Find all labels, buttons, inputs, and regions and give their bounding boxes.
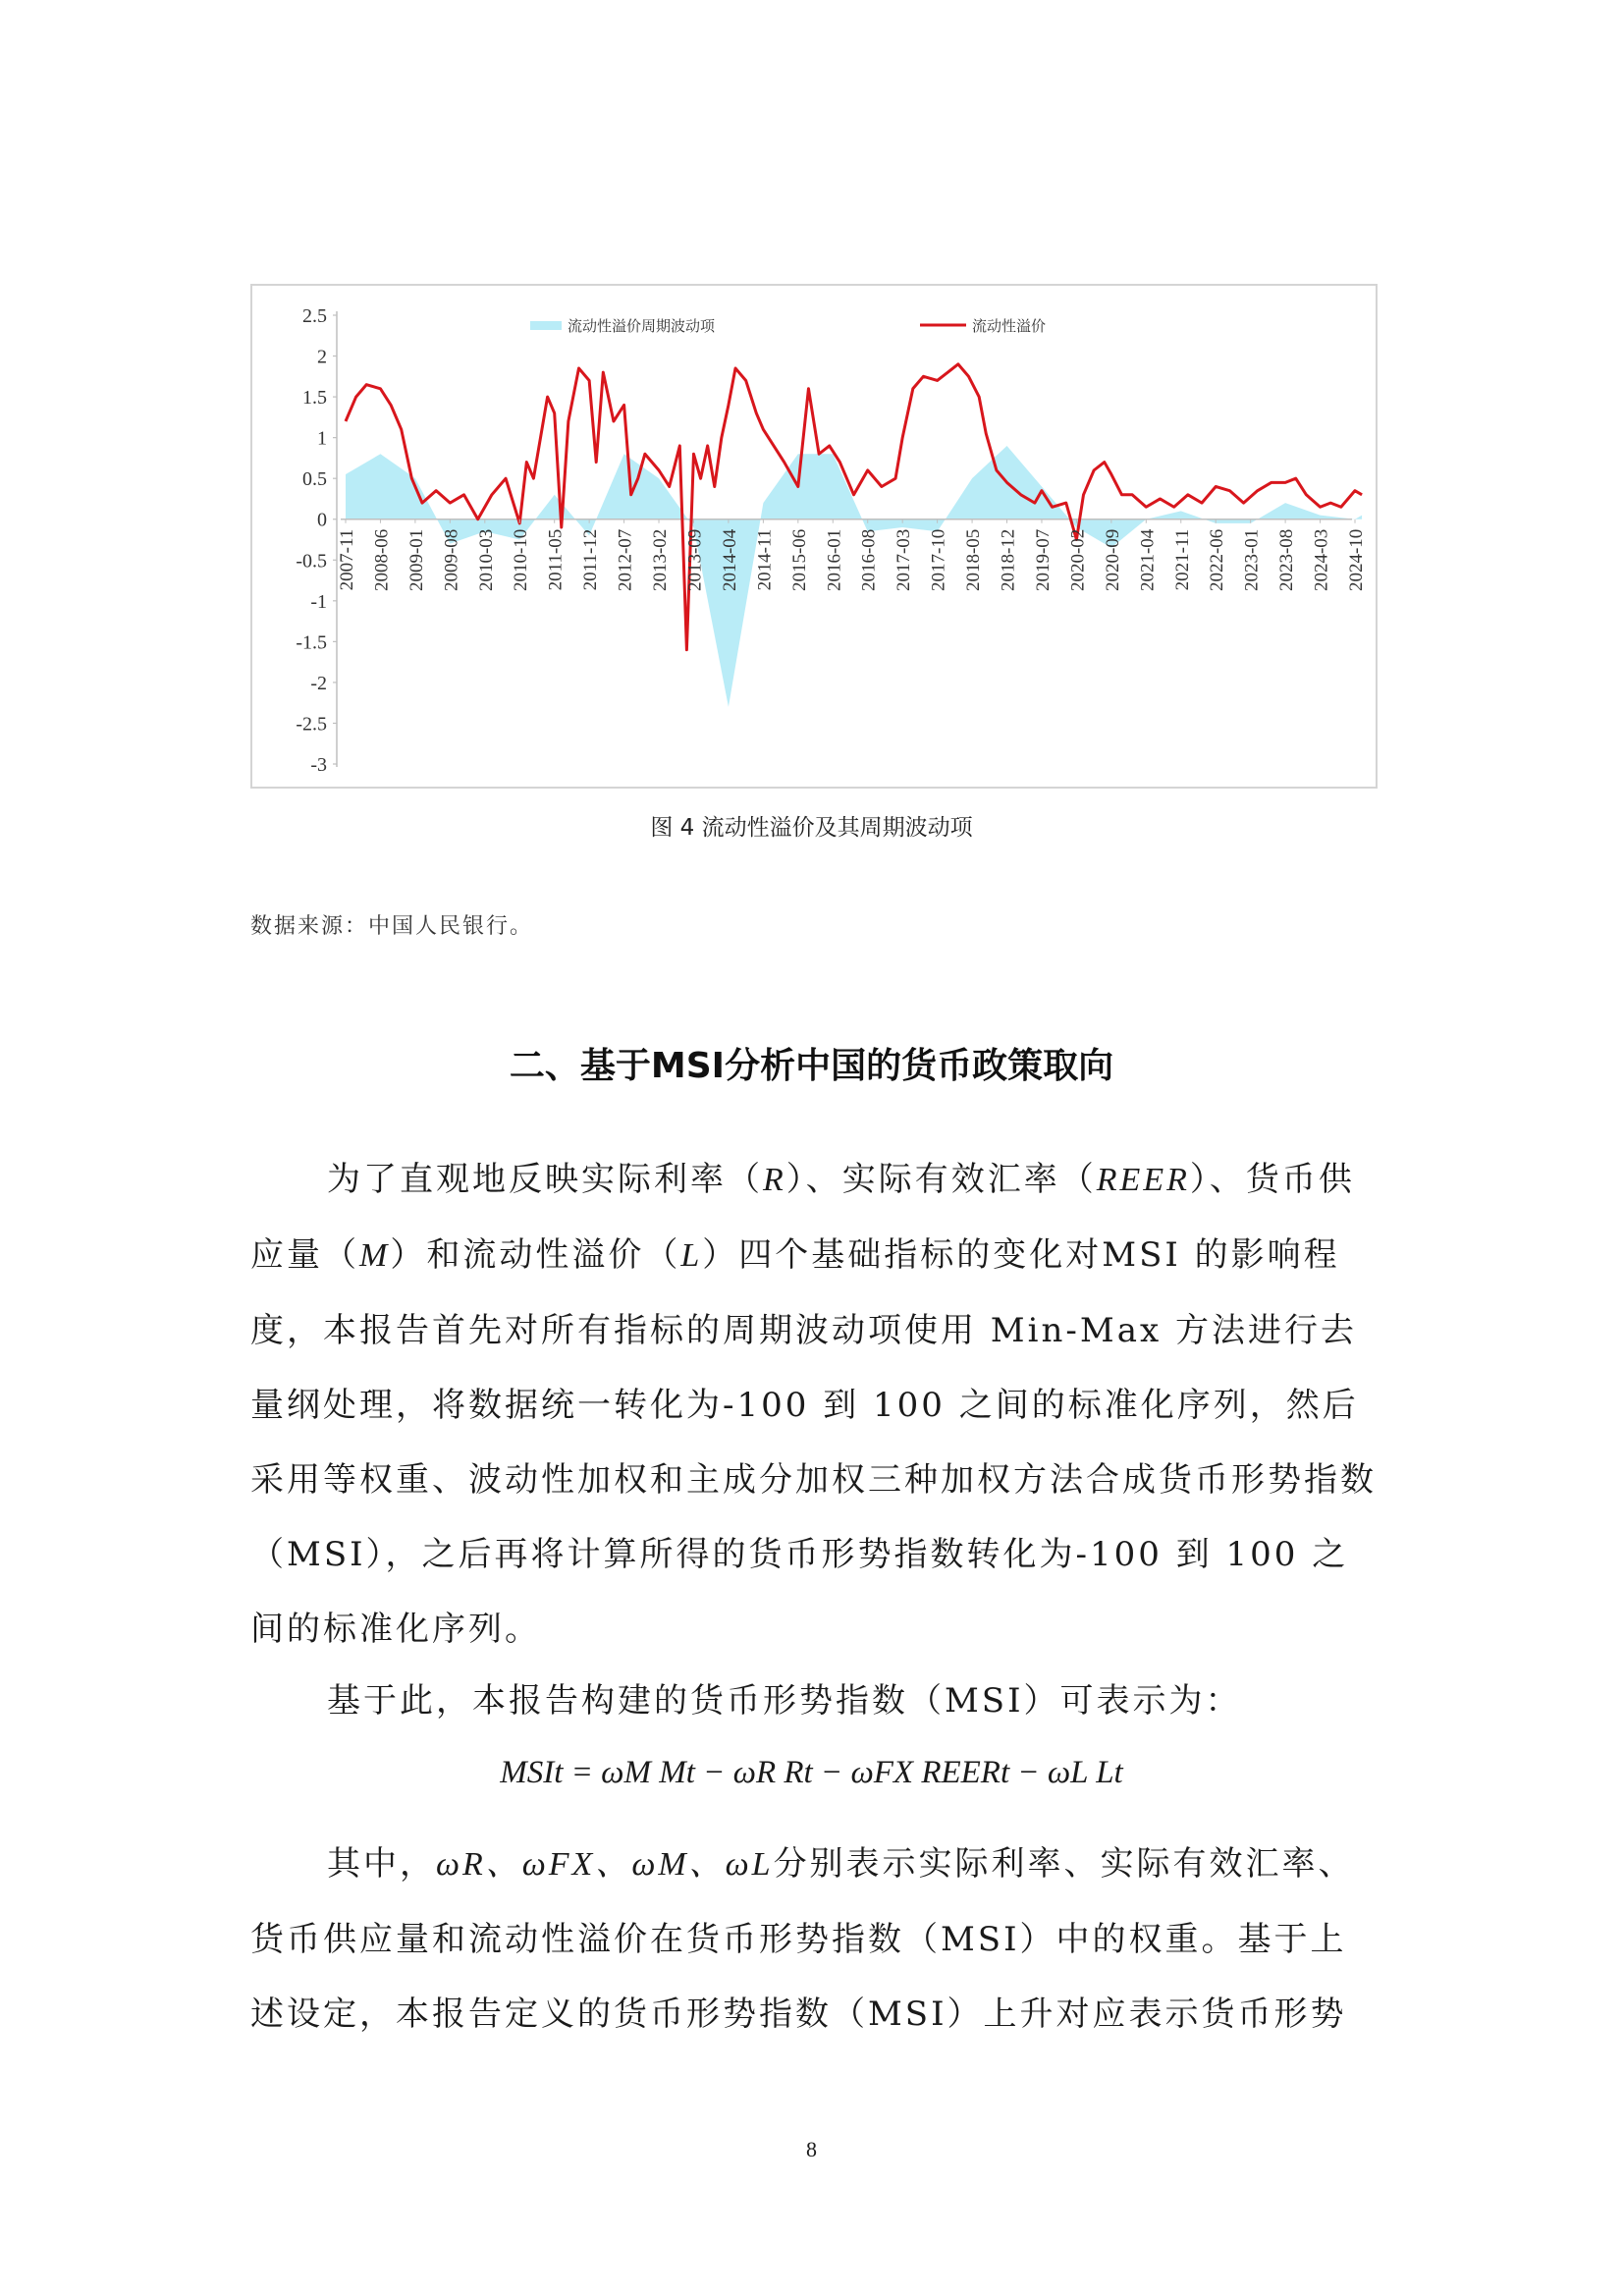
- legend-label-line: 流动性溢价: [972, 317, 1047, 335]
- x-tick-label: 2009-01: [406, 528, 427, 592]
- x-tick-label: 2009-08: [441, 528, 462, 592]
- paragraph-1-text: ）和流动性溢价（: [390, 1235, 681, 1275]
- x-tick-label: 2011-12: [580, 528, 602, 591]
- x-tick-label: 2011-05: [545, 528, 567, 591]
- y-tick-label: 2: [317, 346, 327, 368]
- paragraph-2: 基于此，本报告构建的货币形势指数（MSI）可表示为：: [327, 1681, 1242, 1721]
- x-tick-label: 2023-01: [1241, 528, 1263, 592]
- x-tick-label: 2013-02: [650, 528, 672, 592]
- x-tick-label: 2023-08: [1276, 528, 1298, 592]
- y-tick-label: -0.5: [296, 550, 327, 573]
- var-reer: REER: [1096, 1162, 1190, 1198]
- x-tick-label: 2017-10: [928, 528, 949, 592]
- section-heading: 二、基于MSI分析中国的货币政策取向: [509, 1046, 1114, 1086]
- paragraph-3-text: 其中，: [327, 1844, 436, 1884]
- y-tick-label: -3: [310, 754, 327, 776]
- x-tick-label: 2020-09: [1102, 528, 1123, 592]
- y-tick-label: 1.5: [302, 387, 327, 410]
- x-tick-label: 2024-03: [1311, 528, 1332, 592]
- figure-caption: 图 4 流动性溢价及其周期波动项: [650, 815, 973, 841]
- x-tick-label: 2019-07: [1032, 528, 1054, 592]
- y-tick-label: -2: [310, 672, 327, 694]
- liquidity-premium-chart: [252, 286, 1380, 791]
- paragraph-1-text: ）、实际有效汇率（: [785, 1160, 1097, 1199]
- x-tick-label: 2016-08: [858, 528, 880, 592]
- x-tick-label: 2007-11: [337, 528, 357, 591]
- paragraph-1-text: 为了直观地反映实际利率（: [327, 1160, 763, 1199]
- weight-symbols: ωR、ωFX、ωM、ωL: [436, 1846, 774, 1883]
- y-tick-label: 2.5: [302, 305, 327, 327]
- y-tick-label: 1: [317, 427, 327, 450]
- x-tick-label: 2021-04: [1137, 528, 1159, 592]
- x-tick-label: 2018-05: [963, 528, 985, 592]
- legend-label-area: 流动性溢价周期波动项: [568, 317, 716, 335]
- paragraph-1: [250, 1142, 1380, 1667]
- var-m: M: [359, 1237, 391, 1274]
- y-tick-label: -1: [310, 590, 327, 613]
- figure-source: 数据来源：中国人民银行。: [250, 914, 534, 939]
- x-tick-label: 2015-06: [788, 528, 810, 592]
- chart-figure: [250, 284, 1378, 789]
- page-number: 8: [806, 2137, 817, 2161]
- paragraph-1-text: ）、货币供应量（: [250, 1160, 1355, 1275]
- x-tick-label: 2012-07: [615, 528, 636, 592]
- var-l: L: [680, 1237, 703, 1274]
- x-tick-label: 2010-10: [511, 528, 532, 592]
- y-tick-label: -1.5: [296, 631, 327, 654]
- x-tick-label: 2008-06: [371, 528, 393, 592]
- legend-swatch-area: [530, 321, 562, 330]
- y-tick-label: -2.5: [296, 713, 327, 736]
- y-tick-label: 0: [317, 509, 327, 531]
- x-tick-label: 2021-11: [1171, 528, 1193, 591]
- x-tick-label: 2016-01: [824, 528, 845, 592]
- msi-formula: MSIt = ωM Mt − ωR Rt − ωFX REERt − ωL Lt: [500, 1755, 1123, 1790]
- y-tick-label: 0.5: [302, 468, 327, 491]
- x-tick-label: 2020-02: [1067, 528, 1089, 592]
- x-tick-label: 2018-12: [998, 528, 1019, 592]
- x-tick-label: 2017-03: [893, 528, 915, 592]
- x-tick-label: 2013-09: [684, 528, 706, 592]
- x-tick-label: 2010-03: [475, 528, 497, 592]
- x-tick-label: 2022-06: [1207, 528, 1228, 592]
- paragraph-1-text: ）四个基础指标的变化对MSI 的影响程度，本报告首先对所有指标的周期波动项使用 Min-Max 方法进行去量纲处理，将数据统一转化为-100 到 100 之间的标准化序列，然后采用等权重、波动性加权和主成分加权三种加权方法合成货币形势指数（MSI），之后再将计算所得的货币形势指数转化为-100 到 100 之间的标准化序列。: [250, 1235, 1377, 1649]
- paragraph-3: [250, 1827, 1380, 2051]
- x-tick-label: 2014-11: [754, 528, 776, 591]
- paragraph-3-text: 分别表示实际利率、实际有效汇率、货币供应量和流动性溢价在货币形势指数（MSI）中的权重。基于上述设定，本报告定义的货币形势指数（MSI）上升对应表示货币形势: [250, 1844, 1355, 2034]
- var-r: R: [763, 1162, 786, 1198]
- x-tick-label: 2014-04: [719, 528, 740, 592]
- x-tick-label: 2024-10: [1346, 528, 1367, 592]
